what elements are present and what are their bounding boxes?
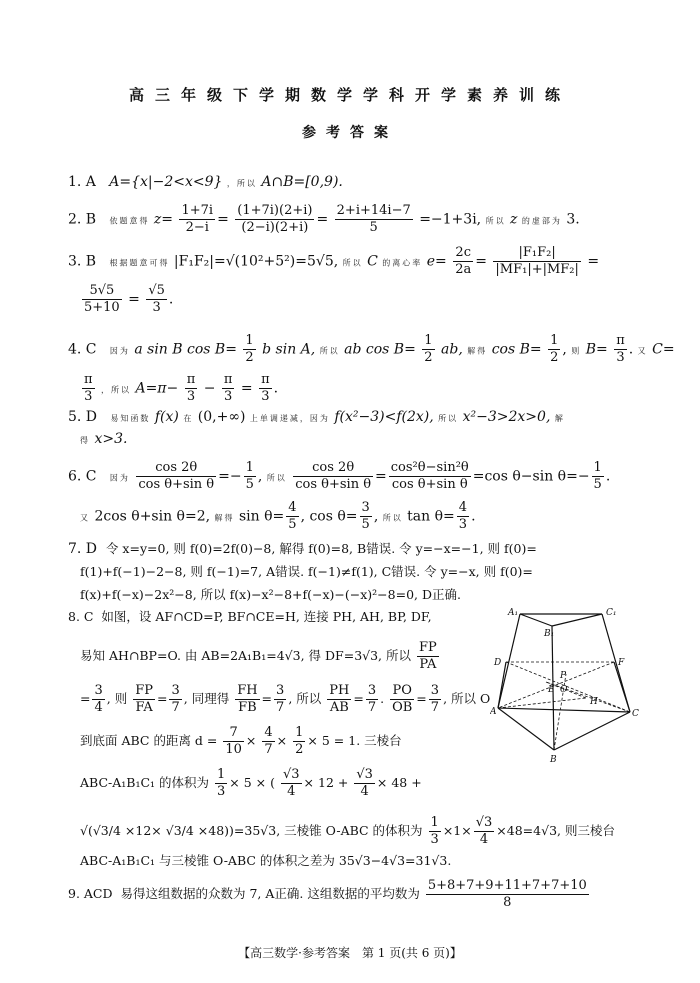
fraction: $\frac{3}{7}$: [430, 683, 440, 715]
answer-text: z=: [153, 211, 174, 228]
answer-text: C=: [652, 341, 675, 358]
fraction: $\frac{√3}{4}$: [282, 767, 300, 799]
fraction: $\frac{3}{4}$: [94, 683, 103, 715]
answer-number: 8. C: [68, 609, 94, 624]
page-footer: 【高三数学·参考答案 第 1 页(共 6 页)】: [238, 946, 462, 960]
fraction: $\frac{1}{5}$: [245, 460, 254, 492]
answer-text: C: [367, 253, 378, 270]
page-title: 高三年级下学期数学学科开学素养训练: [128, 86, 571, 104]
answer-connector: 得: [80, 436, 90, 445]
answer-8-line-2: [80, 640, 441, 673]
answer-3-line-2: [80, 283, 173, 316]
answer-connector: 所以: [438, 414, 459, 423]
answer-connector: 上单调递减，因为: [249, 414, 330, 423]
label-a: A: [490, 707, 497, 717]
answer-text: 3.: [566, 211, 580, 228]
label-d: D: [494, 658, 502, 668]
answer-connector: 又: [80, 513, 90, 523]
answer-connector: 则: [571, 346, 582, 356]
fraction: $\frac{\text{|F₁F₂|}}{\text{|MF₁|+|MF₂|}}$: [495, 245, 579, 277]
answer-text: =: [128, 291, 140, 308]
answer-connector: 因为: [109, 473, 130, 483]
fraction: $\frac{5√5}{5+10}$: [84, 283, 120, 315]
fraction: $\frac{\pi}{3}$: [186, 372, 196, 404]
answer-connector: 解: [554, 414, 565, 423]
page-subtitle: 参考答案: [302, 125, 398, 141]
fraction: $\frac{1}{5}$: [593, 460, 602, 492]
fraction: $\frac{√3}{4}$: [356, 767, 373, 799]
fraction: $\frac{FH}{FB}$: [237, 683, 258, 715]
answer-text: a sin B cos B=: [134, 341, 237, 358]
fraction: $\frac{1}{3}$: [217, 767, 226, 799]
fraction: $\frac{\text{cos²θ−sin²θ}}{\text{cos θ+sin θ}}$: [390, 460, 469, 492]
answer-number: 1. A: [68, 174, 96, 190]
answer-connector: 因为: [109, 346, 130, 356]
answer-text: ab,: [441, 341, 463, 358]
fraction: $\frac{7}{10}$: [225, 725, 242, 757]
answer-3: 3. B 根据题意可得 |F₁F₂|=√(10²+5²)=5√5, 所以 C 的离心率 e= $\frac{2c}{2a}$ = $\frac{\text{|F₁F₂|}}{\text{|MF₁|+|MF₂|}}$ =: [68, 245, 600, 277]
answer-number: 6. C: [68, 468, 97, 485]
answer-number: 3. B: [68, 253, 97, 270]
answer-8-line-4: 到底面 ABC 的距离 d = $\frac{7}{10}$ × $\frac{4}{7}$ × $\frac{1}{2}$ × 5 = 1. 三棱台: [80, 725, 402, 757]
fraction: $\frac{3}{5}$: [361, 500, 370, 532]
fraction: $\frac{3}{7}$: [367, 683, 377, 715]
answer-number: 5. D: [68, 409, 98, 425]
answer-text: cos B=: [491, 341, 542, 358]
answer-4: 4. C 因为 a sin B cos B= $\frac{1}{2}$ b sin A, 所以 ab cos B= $\frac{1}{2}$ ab, 解得 cos B= $\frac{1}{2}$ , 则 B= $\frac{\pi}{3}$ . 又 C=: [68, 333, 675, 365]
fraction: $\frac{FP}{FA}$: [135, 683, 153, 715]
answer-text: (0,+∞): [197, 409, 246, 425]
answer-2: 2. B 依题意得 z= $\frac{1+7i}{2-i}$ = $\frac{(1+7i)(2+i)}{(2-i)(2+i)}$ = $\frac{2+i+14i-7}{5}$ =−1+3i, 所以 z 的虚部为 3.: [68, 203, 580, 235]
answer-connector: 所以: [342, 258, 363, 268]
label-c: C: [632, 709, 639, 719]
fraction: $\frac{\pi}{3}$: [84, 372, 93, 404]
fraction: $\frac{\pi}{3}$: [616, 333, 625, 365]
fraction: $\frac{1}{2}$: [424, 333, 433, 365]
fraction: $\frac{5+8+7+9+11+7+7+10}{8}$: [427, 878, 587, 910]
answer-text: 如图，设 AF∩CD=P, BF∩CE=H, 连接 PH, AH, BP, DF,: [101, 609, 432, 624]
answer-connector: 的离心率: [382, 258, 423, 268]
answer-text: B=: [585, 341, 608, 358]
label-c1: C₁: [606, 608, 617, 618]
answer-text: =: [587, 253, 600, 270]
answer-connector: 的虚部为: [521, 216, 562, 226]
answer-8-line-5: ABC-A₁B₁C₁ 的体积为 $\frac{1}{3}$ × 5 × ( $\frac{√3}{4}$ × 12 + $\frac{√3}{4}$ × 48 +: [80, 767, 422, 799]
answer-8-line-7: ABC-A₁B₁C₁ 与三棱锥 O-ABC 的体积之差为 35√3−4√3=31√3.: [80, 853, 452, 868]
answer-text: f(x): [154, 409, 179, 425]
fraction: $\frac{\pi}{3}$: [223, 372, 233, 404]
answer-connector: 所以: [485, 216, 506, 226]
answer-8: [68, 608, 432, 626]
answer-number: 2. B: [68, 211, 97, 228]
answer-number: 7. D: [68, 541, 98, 557]
answer-text: z: [510, 211, 518, 228]
answer-connector: ，所以: [226, 179, 257, 188]
fraction: $\frac{PO}{OB}$: [392, 683, 413, 715]
fraction: $\frac{\cos 2\theta}{\text{cos θ+sin θ}}$: [295, 460, 372, 492]
answer-connector: 所以: [382, 513, 403, 523]
label-b1: B₁: [544, 629, 555, 639]
label-b: B: [550, 755, 557, 765]
answer-text: x>3.: [94, 431, 128, 447]
answer-connector: ，所以: [101, 385, 131, 395]
answer-8-line-6: √(√3/4 ×12× √3/4 ×48))=35√3, 三棱锥 O-ABC 的体积为 $\frac{1}{3}$ ×1× $\frac{√3}{4}$ ×48=4√3, 则三棱台: [80, 815, 615, 847]
fraction: $\frac{\cos 2\theta}{\text{cos θ+sin θ}}$: [138, 460, 215, 492]
fraction: $\frac{3}{7}$: [276, 683, 285, 715]
answer-7: [68, 540, 537, 558]
answer-text: ab cos B=: [344, 341, 416, 358]
answer-text: A∩B=[0,9).: [261, 174, 343, 190]
fraction: $\frac{√5}{3}$: [148, 283, 165, 315]
answer-text: x²−3>2x>0,: [462, 409, 551, 425]
fraction: $\frac{1+7i}{2-i}$: [181, 203, 214, 235]
answer-connector: 所以: [266, 473, 287, 483]
label-h: H: [590, 697, 598, 707]
answer-text: b sin A,: [262, 341, 316, 358]
answer-1: [68, 173, 343, 193]
answer-connector: 又: [637, 346, 648, 356]
answer-9: [68, 878, 591, 911]
fraction: $\frac{2c}{2a}$: [455, 245, 472, 277]
fraction: $\frac{PH}{AB}$: [329, 683, 350, 715]
fraction: $\frac{1}{2}$: [245, 333, 254, 365]
answer-connector: 解得: [214, 513, 235, 523]
answer-6-line-2: 又 2cos θ+sin θ=2, 解得 sin θ= $\frac{4}{5}$ , cos θ= $\frac{3}{5}$ , 所以 tan θ= $\frac{4}{3}$ .: [80, 500, 476, 532]
answer-text: 2cos θ+sin θ=2,: [94, 508, 211, 525]
answer-text: f(x²−3)<f(2x),: [334, 409, 434, 425]
label-a1: A₁: [508, 608, 519, 618]
fraction: $\frac{4}{3}$: [458, 500, 468, 532]
answer-4-line-2: $\frac{\pi}{3}$ ，所以 A=π− $\frac{\pi}{3}$ − $\frac{\pi}{3}$ = $\frac{\pi}{3}$ .: [84, 372, 279, 404]
answer-text: A={x|−2<x<9}: [109, 174, 223, 190]
answer-number: 4. C: [68, 341, 97, 358]
label-p: P: [560, 671, 567, 681]
answer-connector: 所以: [319, 346, 340, 356]
answer-text: .: [168, 291, 174, 308]
answer-connector: 在: [183, 414, 194, 423]
fraction: $\frac{FP}{PA}$: [419, 640, 437, 672]
answer-text: |F₁F₂|=√(10²+5²)=5√5,: [173, 253, 339, 270]
answer-text: A=π−: [135, 380, 179, 397]
fraction: $\frac{4}{7}$: [264, 725, 273, 757]
fraction: $\frac{3}{7}$: [171, 683, 180, 715]
answer-7-line-3: f(x)+f(−x)−2x²−8, 所以 f(x)−x²−8+f(−x)−(−x)²−8=0, D正确.: [80, 587, 461, 602]
fraction: $\frac{\pi}{3}$: [261, 372, 270, 404]
answer-7-line-2: f(1)+f(−1)−2−8, 则 f(−1)=7, A错误. f(−1)≠f(1), C错误. 令 y=−x, 则 f(0)=: [80, 564, 533, 579]
label-e: E: [548, 685, 555, 695]
answer-5: [68, 408, 565, 428]
answer-connector: 依题意得: [109, 216, 150, 226]
answer-text: 令 x=y=0, 则 f(0)=2f(0)−8, 解得 f(0)=8, B错误. 令 y=−x=−1, 则 f(0)=: [105, 541, 537, 556]
fraction: $\frac{1}{2}$: [295, 725, 304, 757]
fraction: $\frac{(1+7i)(2+i)}{(2-i)(2+i)}$: [237, 203, 313, 235]
answer-text: =−1+3i,: [419, 211, 482, 228]
answer-text: 易知 AH∩BP=O. 由 AB=2A₁B₁=4√3, 得 DF=3√3, 所以: [80, 648, 412, 663]
answer-text: 易得这组数据的众数为 7, A正确. 这组数据的平均数为: [120, 886, 420, 901]
answer-text: e=: [426, 253, 447, 270]
answer-number: 9. ACD: [68, 886, 113, 901]
fraction: $\frac{4}{5}$: [288, 500, 297, 532]
fraction: $\frac{√3}{4}$: [475, 815, 493, 847]
fraction: $\frac{2+i+14i-7}{5}$: [336, 203, 411, 235]
label-o: O: [560, 685, 568, 695]
answer-connector: 解得: [467, 346, 488, 356]
answer-5-line-2: [80, 430, 127, 450]
label-f: F: [618, 658, 625, 668]
fraction: $\frac{1}{2}$: [550, 333, 559, 365]
fraction: $\frac{1}{3}$: [430, 815, 439, 847]
answer-8-line-3: = $\frac{3}{4}$ , 则 $\frac{FP}{FA}$ = $\frac{3}{7}$ , 同理得 $\frac{FH}{FB}$ = $\frac{3}{7}$ , 所以 $\frac{PH}{AB}$ = $\frac{3}{7}$ . $\frac{PO}{OB}$ = $\frac{3}{7}$ , 所以 O: [80, 683, 491, 715]
answer-connector: 根据题意可得: [109, 258, 170, 268]
answer-connector: 易知函数: [110, 414, 151, 423]
frustum-figure: [490, 606, 640, 768]
answer-6: 6. C 因为 $\frac{\cos 2\theta}{\text{cos θ+sin θ}}$ =− $\frac{1}{5}$ , 所以 $\frac{\cos 2\theta}{\text{cos θ+sin θ}}$ = $\frac{\text{cos²θ−sin²θ}}{\text{cos θ+sin θ}}$ =cos θ−sin θ=− $\frac{1}{5}$ .: [68, 460, 611, 492]
